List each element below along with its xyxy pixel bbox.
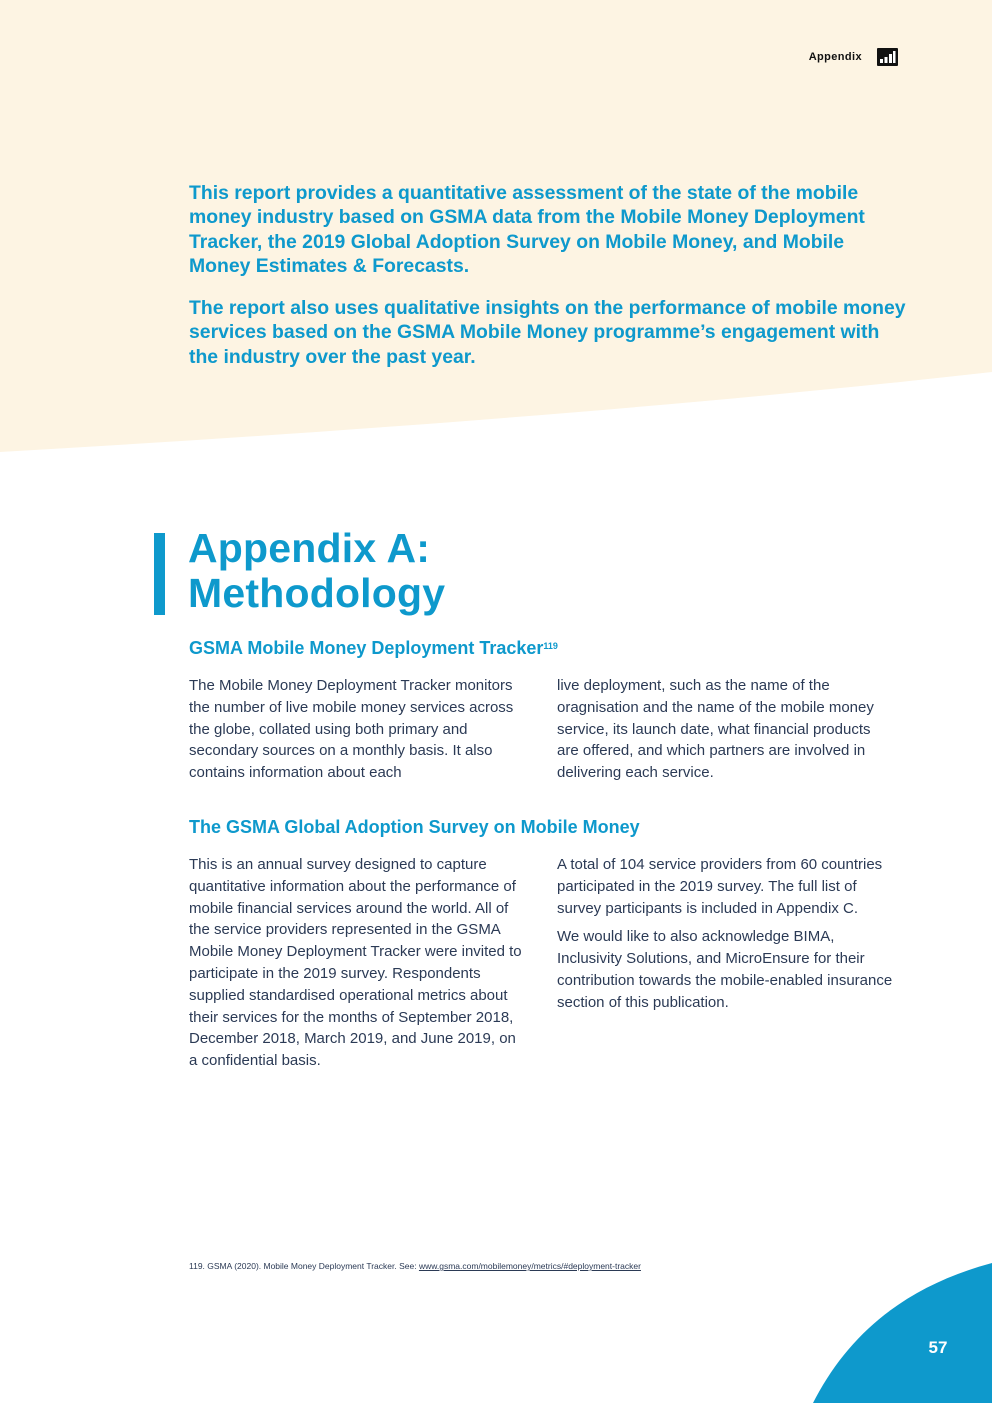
- adoption-survey-col-2: [557, 854, 895, 1021]
- page-title-line-2: Methodology: [188, 570, 446, 616]
- footnote-ref-119[interactable]: 119: [543, 641, 558, 651]
- page-title-line-1: Appendix A:: [188, 525, 431, 571]
- adoption-survey-col-1: [189, 854, 527, 1079]
- deployment-tracker-heading-text: GSMA Mobile Money Deployment Tracker: [189, 638, 544, 658]
- intro-paragraph-2: The report also uses qualitative insights on the performance of mobile money services based on the GSMA Mobile Money programme’s engagement with the industry over the past year.: [189, 297, 906, 368]
- footnote: [189, 1261, 641, 1271]
- deployment-tracker-col-2-text: live deployment, such as the name of the oragnisation and the name of the mobile money service, its launch date, what financial products are offered, and which partners are involved in delivering each service.: [557, 677, 874, 782]
- footnote-link[interactable]: www.gsma.com/mobilemoney/metrics/#deployment-tracker: [418, 1261, 641, 1271]
- page-number: 57: [928, 1338, 948, 1357]
- page-title: [188, 526, 445, 616]
- footnote-text: 119. GSMA (2020). Mobile Money Deployment Tracker. See:: [189, 1261, 419, 1271]
- deployment-tracker-col-2: [557, 675, 895, 791]
- adoption-survey-col-1-text: This is an annual survey designed to capture quantitative information about the performance of mobile financial services around the world. All of the service providers represented in the GSMA Mobile Money Deployment Tracker were invited to participate in the 2019 survey. Respondents supplied standardised operational metrics about their services for the months of September 2018, December 2018, March 2019, and June 2019, on a confidential basis.: [189, 856, 522, 1070]
- blue-corner-shape: [813, 1263, 992, 1403]
- adoption-survey-col-2-p2: We would like to also acknowledge BIMA, Inclusivity Solutions, and MicroEnsure for their contribution towards the mobile-enabled insurance section of this publication.: [557, 928, 893, 1011]
- title-accent-bar: [154, 533, 165, 615]
- deployment-tracker-heading: [189, 637, 558, 659]
- intro-paragraph-1: This report provides a quantitative assessment of the state of the mobile money industry based on GSMA data from the Mobile Money Deployment Tracker, the 2019 Global Adoption Survey on Mobile Money, and Mobile Money Estimates & Forecasts.: [189, 182, 865, 277]
- chart-icon: [877, 48, 898, 66]
- deployment-tracker-col-1-text: The Mobile Money Deployment Tracker monitors the number of live mobile money services across the globe, collated using both primary and secondary sources on a monthly basis. It also contains information about each: [189, 677, 514, 782]
- adoption-survey-col-2-p1: A total of 104 service providers from 60 countries participated in the 2019 survey. The full list of survey participants is included in Appendix C.: [557, 856, 883, 917]
- running-head-label: Appendix: [808, 51, 862, 63]
- deployment-tracker-col-1: [189, 675, 527, 791]
- adoption-survey-heading: The GSMA Global Adoption Survey on Mobile Money: [189, 817, 640, 837]
